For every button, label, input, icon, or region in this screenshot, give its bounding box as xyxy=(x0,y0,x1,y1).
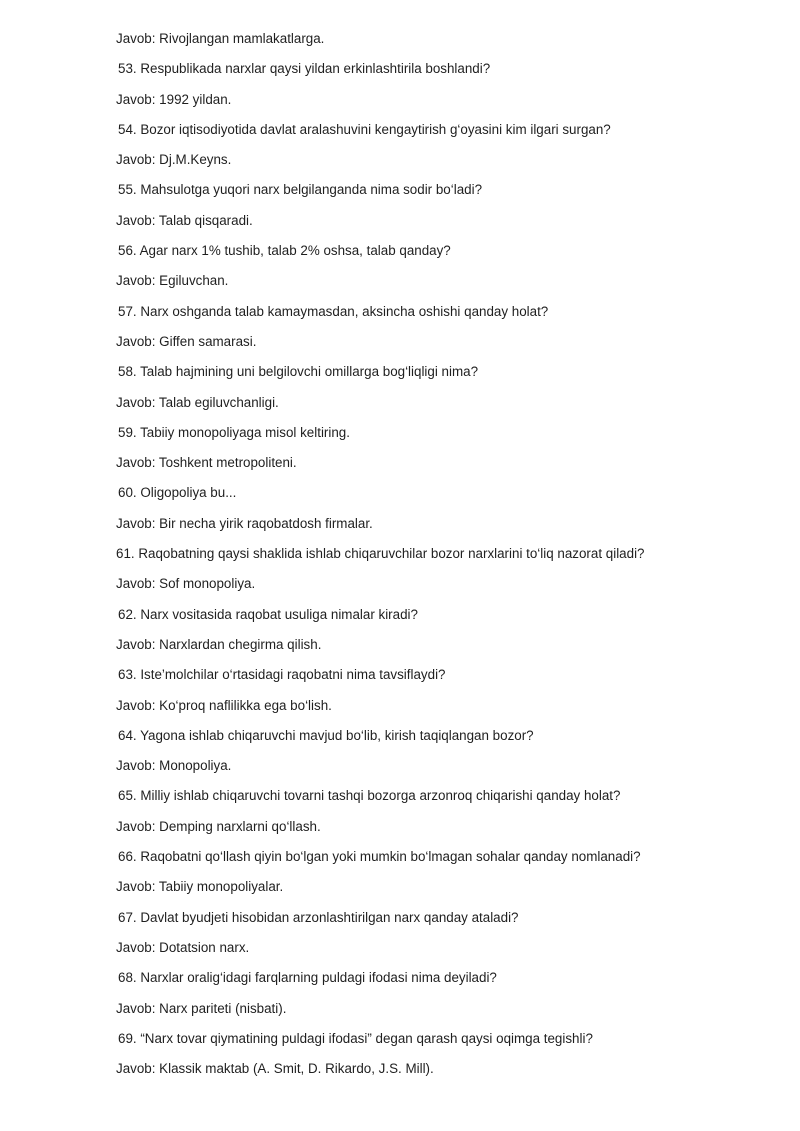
answer-line: Javob: Dj.M.Keyns. xyxy=(116,152,232,168)
question-line: 65. Milliy ishlab chiqaruvchi tovarni tashqi bozorga arzonroq chiqarishi qanday holat? xyxy=(118,788,621,804)
answer-line: Javob: Dotatsion narx. xyxy=(116,939,250,955)
answer-line: Javob: Tabiiy monopoliyalar. xyxy=(116,879,284,895)
answer-line: Javob: Talab egiluvchanligi. xyxy=(116,394,279,410)
question-line: 66. Raqobatni qo‘llash qiyin bo‘lgan yoki mumkin bo‘lmagan sohalar qanday nomlanadi? xyxy=(118,849,641,865)
question-line: 64. Yagona ishlab chiqaruvchi mavjud bo‘lib, kirish taqiqlangan bozor? xyxy=(118,727,534,743)
answer-line: 61. Raqobatning qaysi shaklida ishlab chiqaruvchilar bozor narxlarini to‘liq nazorat qiladi? xyxy=(116,546,645,562)
answer-line: Javob: Demping narxlarni qo‘llash. xyxy=(116,818,321,834)
question-line: 53. Respublikada narxlar qaysi yildan erkinlashtirila boshlandi? xyxy=(118,61,491,77)
question-line: 67. Davlat byudjeti hisobidan arzonlashtirilgan narx qanday ataladi? xyxy=(118,909,519,925)
question-line: 54. Bozor iqtisodiyotida davlat aralashuvini kengaytirish g‘oyasini kim ilgari surgan? xyxy=(118,121,611,137)
answer-line: Javob: Klassik maktab (A. Smit, D. Rikardo, J.S. Mill). xyxy=(116,1061,434,1077)
answer-line: Javob: Monopoliya. xyxy=(116,758,232,774)
question-line: 56. Agar narx 1% tushib, talab 2% oshsa, talab qanday? xyxy=(118,243,451,259)
answer-line: Javob: Talab qisqaradi. xyxy=(116,212,253,228)
answer-line: Javob: Toshkent metropoliteni. xyxy=(116,455,297,471)
answer-line: Javob: Bir necha yirik raqobatdosh firmalar. xyxy=(116,515,373,531)
answer-line: Javob: 1992 yildan. xyxy=(116,91,232,107)
question-line: 58. Talab hajmining uni belgilovchi omillarga bog‘liqligi nima? xyxy=(118,364,479,380)
question-line: 69. “Narx tovar qiymatining puldagi ifodasi” degan qarash qaysi oqimga tegishli? xyxy=(118,1030,593,1046)
answer-line: Javob: Narx pariteti (nisbati). xyxy=(116,1000,287,1016)
answer-line: Javob: Giffen samarasi. xyxy=(116,333,257,349)
question-line: 60. Oligopoliya bu... xyxy=(118,485,237,501)
answer-line: Javob: Narxlardan chegirma qilish. xyxy=(116,636,322,652)
answer-line: Javob: Sof monopoliya. xyxy=(116,576,256,592)
question-line: 55. Mahsulotga yuqori narx belgilanganda nima sodir bo‘ladi? xyxy=(118,182,483,198)
question-line: 59. Tabiiy monopoliyaga misol keltiring. xyxy=(118,424,350,440)
answer-line: Javob: Ko‘proq naflilikka ega bo‘lish. xyxy=(116,697,332,713)
question-line: 57. Narx oshganda talab kamaymasdan, aksincha oshishi qanday holat? xyxy=(118,303,549,319)
answer-line: Javob: Egiluvchan. xyxy=(116,273,229,289)
question-line: 62. Narx vositasida raqobat usuliga nimalar kiradi? xyxy=(118,606,418,622)
question-line: 63. Iste’molchilar o‘rtasidagi raqobatni nima tavsiflaydi? xyxy=(118,667,446,683)
qa-list xyxy=(116,29,776,1089)
question-line: 68. Narxlar oralig‘idagi farqlarning puldagi ifodasi nima deyiladi? xyxy=(118,970,497,986)
answer-line: Javob: Rivojlangan mamlakatlarga. xyxy=(116,31,325,46)
